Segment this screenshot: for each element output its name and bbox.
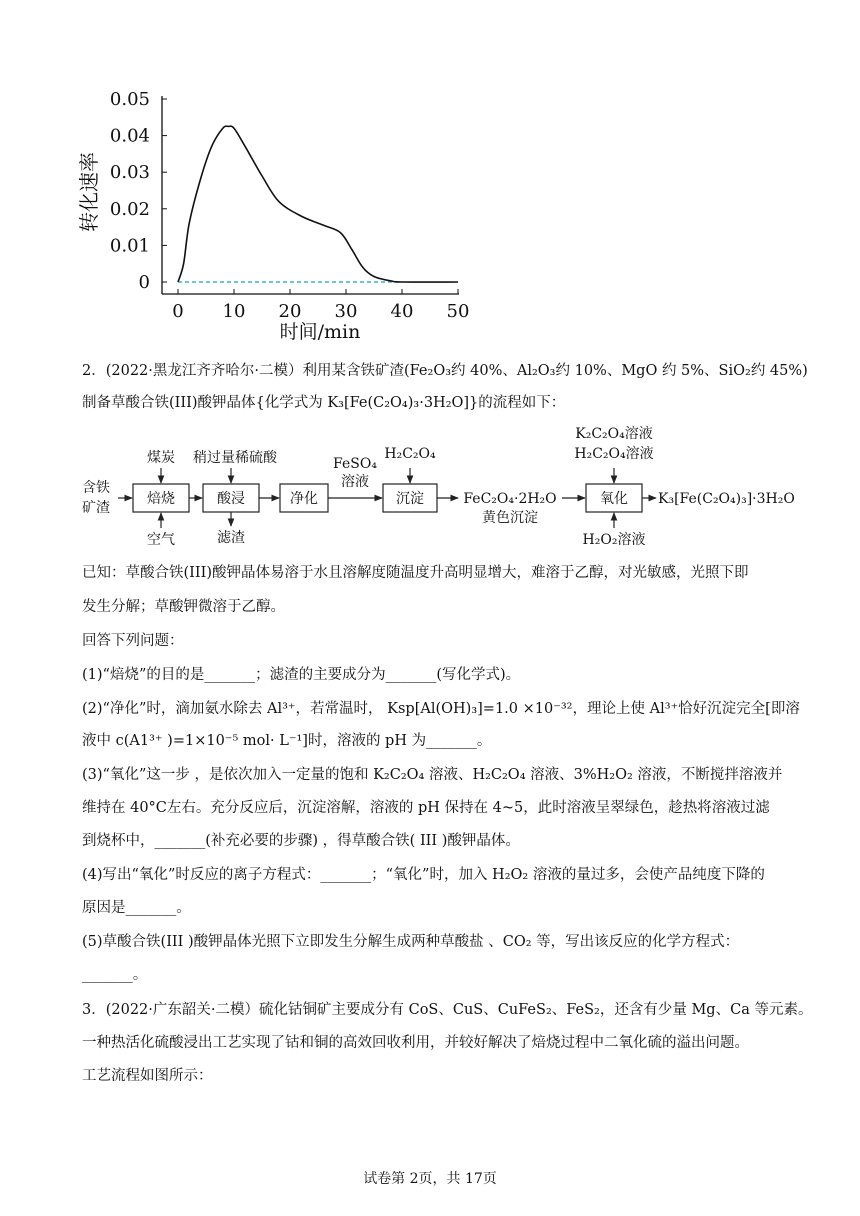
q3-line3: 工艺流程如图所示： (82, 1068, 213, 1084)
sub-question-1: (1)“焙烧”的目的是_______；滤渣的主要成分为_______(写化学式)。 (82, 667, 521, 683)
rate-chart (0, 0, 860, 345)
answer-prompt: 回答下列问题： (82, 633, 184, 649)
y-tick-label: 0.01 (109, 235, 150, 257)
sub-question-5b: _______。 (82, 967, 148, 983)
q3-line1: 3．(2022·广东韶关·二模）硫化钴铜矿主要成分有 CoS、CuS、CuFeS₂、FeS₂，还含有少量 Mg、Ca 等元素。 (82, 1002, 813, 1018)
x-tick-label: 30 (334, 301, 358, 322)
y-tick-label: 0.03 (109, 162, 150, 184)
flow-h2c2o4: H₂C₂O₄ (384, 446, 436, 462)
flow-box-roast-label: 焙烧 (147, 491, 175, 507)
page-footer: 试卷第 2页，共 17页 (363, 1171, 497, 1187)
x-tick-label: 0 (172, 301, 184, 322)
known-line1: 已知：草酸合铁(III)酸钾晶体易溶于水且溶解度随温度升高明显增大，难溶于乙醇，对光敏感，光照下即 (82, 565, 749, 581)
flow-h2c2o4-sol: H₂C₂O₄溶液 (574, 446, 654, 462)
q2-header: 2．(2022·黑龙江齐齐哈尔·二模）利用某含铁矿渣(Fe₂O₃约 40%、Al₂O₃约 10%、MgO 约 5%、SiO₂约 45%) (82, 363, 808, 379)
sub-question-2b: 液中 c(A1³⁺ )=1×10⁻⁵ mol· L⁻¹]时，溶液的 pH 为_______。 (82, 733, 492, 749)
flow-intermediate-note: 黄色沉淀 (482, 510, 538, 526)
flow-acid: 稍过量稀硫酸 (193, 450, 277, 466)
x-tick-label: 40 (390, 301, 414, 322)
flow-k2c2o4: K₂C₂O₄溶液 (575, 426, 653, 442)
known-line2: 发生分解；草酸钾微溶于乙醇。 (82, 599, 285, 615)
flow-residue: 滤渣 (217, 530, 245, 546)
flow-feso4-solution: 溶液 (341, 474, 369, 490)
flow-box-oxid-label: 氧化 (600, 491, 628, 507)
process-flow-diagram (0, 420, 860, 550)
flow-input-2: 矿渣 (82, 500, 110, 516)
y-tick-label: 0.05 (109, 89, 150, 110)
flow-feso4: FeSO₄ (333, 456, 377, 472)
y-tick-label: 0.02 (109, 198, 150, 220)
sub-question-3c: 到烧杯中，_______(补充必要的步骤) ，得草酸合铁( III )酸钾晶体。 (82, 833, 520, 849)
sub-question-3b: 维持在 40°C左右。充分反应后，沉淀溶解，溶液的 pH 保持在 4~5，此时溶液呈翠绿色，趁热将溶液过滤 (82, 800, 770, 816)
q3-line2: 一种热活化硫酸浸出工艺实现了钴和铜的高效回收利用，并较好解决了焙烧过程中二氧化硫的溢出问题。 (82, 1035, 749, 1051)
flow-product: K₃[Fe(C₂O₄)₃]·3H₂O (658, 491, 795, 507)
x-tick-label: 10 (222, 301, 246, 322)
rate-curve (178, 126, 458, 282)
sub-question-4a: (4)写出“氧化”时反应的离子方程式：_______；“氧化”时，加入 H₂O₂ 溶液的量过多，会使产品纯度下降的 (82, 867, 765, 883)
flow-h2o2: H₂O₂溶液 (582, 532, 646, 548)
flow-box-precip-label: 沉淀 (396, 491, 424, 507)
flow-input-1: 含铁 (82, 480, 110, 496)
sub-question-2a: (2)“净化”时，滴加氨水除去 Al³⁺，若常温时， Ksp[Al(OH)₃]=1.0 ×10⁻³²，理论上使 Al³⁺恰好沉淀完全[即溶 (82, 701, 800, 717)
flow-air: 空气 (147, 532, 175, 548)
y-axis-label: 转化速率 (77, 152, 101, 232)
x-tick-label: 20 (278, 301, 302, 322)
sub-question-5a: (5)草酸合铁(III )酸钾晶体光照下立即发生分解生成两种草酸盐 、CO₂ 等，写出该反应的化学方程式： (82, 934, 740, 950)
q2-header-line2: 制备草酸合铁(III)酸钾晶体{化学式为 K₃[Fe(C₂O₄)₃·3H₂O]}的流程如下： (82, 395, 566, 411)
y-tick-label: 0 (138, 272, 150, 293)
x-axis-label: 时间/min (279, 321, 361, 343)
y-tick-label: 0.04 (109, 125, 150, 147)
flow-box-purify-label: 净化 (290, 491, 318, 507)
flow-intermediate: FeC₂O₄·2H₂O (463, 491, 557, 507)
flow-coal: 煤炭 (147, 450, 175, 466)
x-tick-label: 50 (446, 301, 470, 322)
sub-question-4b: 原因是_______。 (82, 900, 191, 916)
flow-box-leach-label: 酸浸 (217, 491, 245, 507)
sub-question-3a: (3)“氧化”这一步 ，是依次加入一定量的饱和 K₂C₂O₄ 溶液、H₂C₂O₄ 溶液、3%H₂O₂ 溶液，不断搅拌溶液并 (82, 767, 783, 783)
